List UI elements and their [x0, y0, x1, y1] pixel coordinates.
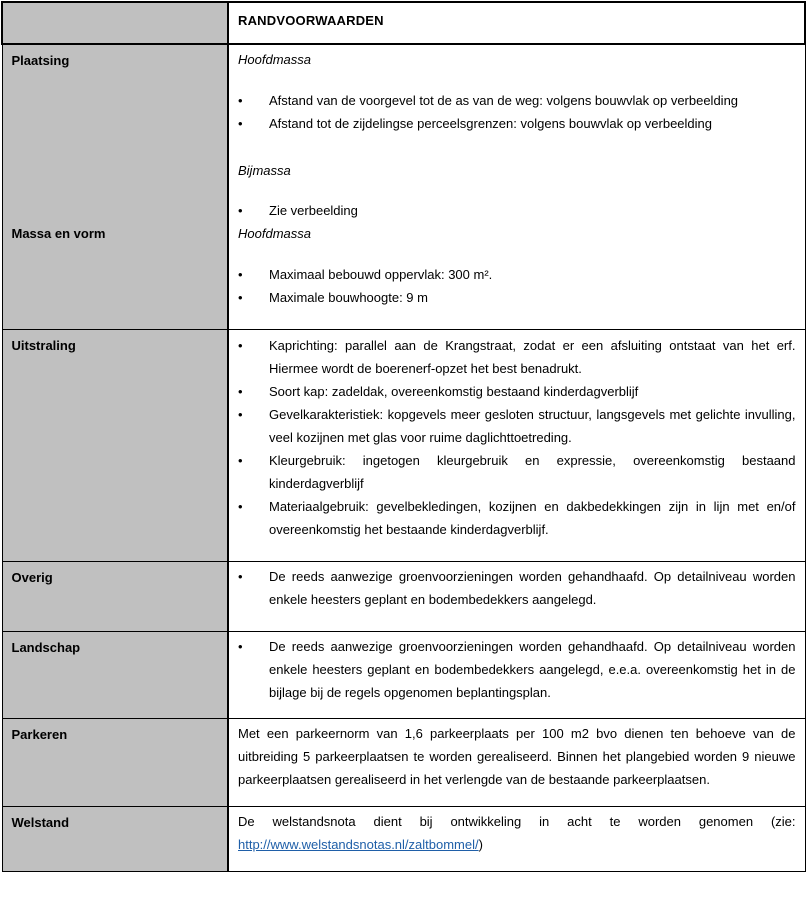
bullet-list: [238, 635, 796, 704]
row-label-cell: [2, 44, 228, 330]
subheading-hoofdmassa: Hoofdmassa: [238, 52, 311, 67]
bullet-list: [238, 263, 796, 309]
list-item: • Kleurgebruik: ingetogen kleurgebruik en expressie, overeenkomstig bestaand kinderdagverblijf: [238, 449, 796, 495]
row-content-cell: [228, 807, 805, 872]
row-label-cell: [2, 330, 228, 562]
row-content-cell: [228, 330, 805, 562]
row-content-cell: [228, 562, 805, 632]
row-overig: [2, 562, 805, 632]
row-label-welstand: Welstand: [11, 815, 70, 830]
list-item: • Materiaalgebruik: gevelbekledingen, kozijnen en dakbedekkingen zijn in lijn met en/of overeenkomstig het bestaande kinderdagverblijf.: [238, 495, 796, 541]
list-item: • Afstand tot de zijdelingse perceelsgrenzen: volgens bouwvlak op verbeelding: [238, 112, 796, 135]
row-label-uitstraling: Uitstraling: [11, 338, 76, 353]
welstand-text: [229, 807, 805, 856]
row-parkeren: [2, 719, 805, 807]
subheading-bijmassa: Bijmassa: [238, 163, 291, 178]
welstand-text-after: ): [478, 837, 483, 852]
row-label-cell: [2, 562, 228, 632]
table-title: RANDVOORWAARDEN: [238, 13, 384, 28]
list-item: • Soort kap: zadeldak, overeenkomstig bestaand kinderdagverblijf: [238, 380, 796, 403]
row-welstand: [2, 807, 805, 872]
list-item: • Kaprichting: parallel aan de Krangstraat, zodat er een afsluiting ontstaat van het erf. Hiermee wordt de boerenerf-opzet het best benadrukt.: [238, 334, 796, 380]
bullet-list: [238, 89, 796, 135]
list-item: • Zie verbeelding: [238, 199, 796, 222]
parkeren-text: Met een parkeernorm van 1,6 parkeerplaats per 100 m2 bvo dienen ten behoeve van de uitbreiding 5 parkeerplaatsen te worden gerealiseerd. Binnen het plangebied worden 9 nieuwe parkeerplaatsen gerealiseerd in het verlengde van de bestaande parkeerplaatsen.: [238, 726, 796, 787]
row-label-parkeren: Parkeren: [11, 727, 68, 742]
row-label-cell: [2, 632, 228, 719]
row-content-cell: [228, 44, 805, 330]
row-label-overig: Overig: [11, 570, 53, 585]
row-uitstraling: [2, 330, 805, 562]
bullet-list: [238, 565, 796, 611]
row-label-cell: [2, 807, 228, 872]
row-label-landschap: Landschap: [11, 640, 81, 655]
list-item: • Afstand van de voorgevel tot de as van de weg: volgens bouwvlak op verbeelding: [238, 89, 796, 112]
row-plaatsing: [2, 44, 805, 330]
row-label-cell: [2, 719, 228, 807]
list-item: • Maximale bouwhoogte: 9 m: [238, 286, 796, 309]
header-row: [2, 2, 805, 44]
row-landschap: [2, 632, 805, 719]
list-item: • De reeds aanwezige groenvoorzieningen worden gehandhaafd. Op detailniveau worden enkele heesters geplant en bodembedekkers aangelegd, e.e.a. overeenkomstig het in de bijlage bij de regels opgenomen beplantingsplan.: [238, 635, 796, 704]
row-content-cell: [228, 719, 805, 807]
bullet-list: [238, 334, 796, 541]
header-blank-cell: [2, 2, 228, 44]
subheading-hoofdmassa-2: Hoofdmassa: [238, 226, 311, 241]
row-content-cell: [228, 632, 805, 719]
welstandsnota-link[interactable]: http://www.welstandsnotas.nl/zaltbommel/: [238, 837, 479, 852]
list-item: • De reeds aanwezige groenvoorzieningen worden gehandhaafd. Op detailniveau worden enkele heesters geplant en bodembedekkers aangelegd.: [238, 565, 796, 611]
row-label-plaatsing: Plaatsing: [11, 53, 70, 68]
list-item: • Gevelkarakteristiek: kopgevels meer gesloten structuur, langsgevels met gelichte invulling, veel kozijnen met glas voor ruime daglichttoetreding.: [238, 403, 796, 449]
header-title-cell: [228, 2, 805, 44]
welstand-text-before: De welstandsnota dient bij ontwikkeling in acht te worden genomen (zie:: [238, 814, 796, 829]
row-label-massa-en-vorm: Massa en vorm: [11, 226, 106, 241]
bullet-list: [238, 199, 796, 222]
list-item: • Maximaal bebouwd oppervlak: 300 m².: [238, 263, 796, 286]
requirements-table: [1, 1, 806, 872]
